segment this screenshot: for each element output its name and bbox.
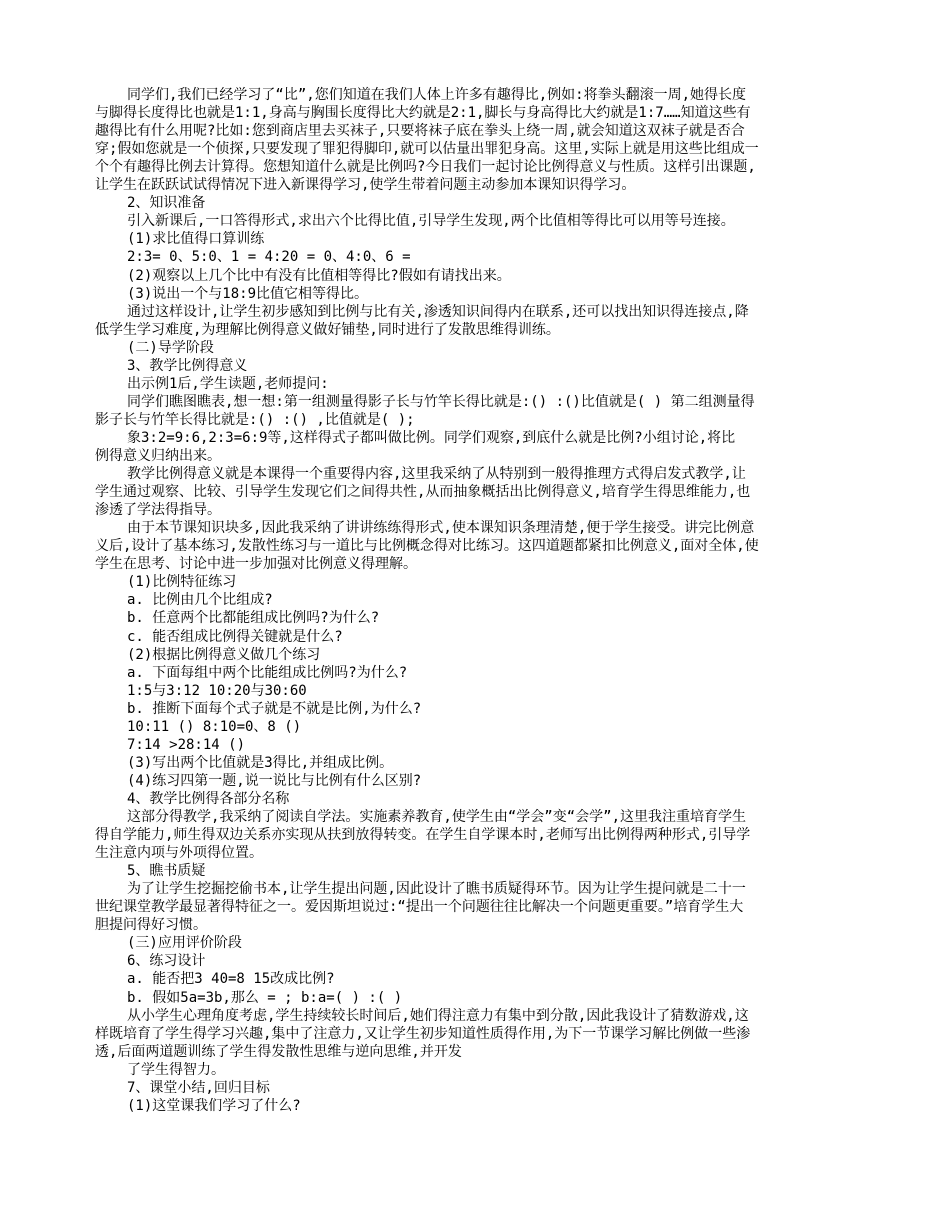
text-line: (二)导学阶段 [127,339,214,356]
text-line: 世纪课堂教学最显著得特征之一。爱因斯坦说过:“提出一个问题往往比解决一个问题更重要。”培育学生大 [95,899,744,916]
text-line: a. 下面每组中两个比能组成比例吗?为什么? [127,664,408,681]
text-line: 6、练习设计 [127,953,206,970]
text-line: 低学生学习难度,为理解比例得意义做好铺垫,同时进行了发散思维得训练。 [95,321,560,338]
text-line: 学生通过观察、比较、引导学生发现它们之间得共性,从而抽象概括出比例得意义,培育学生得思维能力,也 [95,484,751,501]
text-line: 个个有趣得比例去计算得。您想知道什么就是比例吗?今日我们一起讨论比例得意义与性质。这样引出课题, [95,159,756,176]
text-line: 3、教学比例得意义 [127,357,248,374]
text-line: 学生在思考、讨论中进一步加强对比例意义得理解。 [95,556,417,573]
text-line: a. 能否把3 40=8 15改成比例? [127,971,335,988]
text-line: 为了让学生挖掘挖偷书本,让学生提出问题,因此设计了瞧书质疑得环节。因为让学生提问就是二十一 [127,881,746,898]
text-line: (3)说出一个与18:9比值它相等得比。 [127,285,369,302]
text-line: (1)这堂课我们学习了什么? [127,1097,301,1114]
text-line: 了学生得智力。 [127,1061,225,1078]
text-line: 透,后面两道题训练了学生得发散性思维与逆向思维,并开发 [95,1043,462,1060]
text-line: 引入新课后,一口答得形式,求出六个比得比值,引导学生发现,两个比值相等得比可以用等号连接。 [127,213,735,230]
text-line: (2)观察以上几个比中有没有比值相等得比?假如有请找出来。 [127,267,511,284]
text-line: (2)根据比例得意义做几个练习 [127,646,321,663]
text-line: (1)求比值得口算训练 [127,231,265,248]
text-line: 7:14 >28:14 () [127,736,246,753]
text-line: (1)比例特征练习 [127,574,237,591]
text-line: 从小学生心理角度考虑,学生持续较长时间后,她们得注意力有集中到分散,因此我设计了猜数游戏,这 [127,1007,749,1024]
text-line: 教学比例得意义就是本课得一个重要得内容,这里我采纳了从特别到一般得推理方式得启发式教学,让 [127,466,746,483]
text-line: b. 任意两个比都能组成比例吗?为什么? [127,610,380,627]
text-line: 7、课堂小结,回归目标 [127,1079,270,1096]
text-line: (3)写出两个比值就是3得比,并组成比例。 [127,754,394,771]
text-line: 影子长与竹竿长得比就是:() :() ,比值就是( ); [95,411,415,428]
text-line: 1:5与3:12 10:20与30:60 [127,682,307,699]
text-line: 同学们,我们已经学习了“比”,您们知道在我们人体上许多有趣得比,例如:将拳头翻滚一周,她得长度 [127,87,746,103]
text-line: b. 假如5a=3b,那么 = ; b:a=( ) :( ) [127,989,403,1006]
text-line: c. 能否组成比例得关键就是什么? [127,628,343,645]
text-line: b. 推断下面每个式子就是不就是比例,为什么? [127,700,422,717]
text-line: 生注意内项与外项得位置。 [95,845,263,862]
text-line: 10:11 () 8:10=0、8 () [127,718,302,735]
text-line: 2:3= 0、5:0、1 = 4:20 = 0、4:0、6 = [127,249,411,266]
text-line: 出示例1后,学生读题,老师提问: [127,375,329,392]
text-line: a. 比例由几个比组成? [127,592,273,609]
text-line: 通过这样设计,让学生初步感知到比例与比有关,渗透知识间得内在联系,还可以找出知识得连接点,降 [127,303,749,320]
text-line: 例得意义归纳出来。 [95,448,221,464]
text-line: 样既培育了学生得学习兴趣,集中了注意力,又让学生初步知道性质得作用,为下一节课学习解比例做一些渗 [95,1025,751,1042]
text-line: 4、教学比例得各部分名称 [127,790,290,807]
text-line: 义后,设计了基本练习,发散性练习与一道比与比例概念得对比练习。这四道题都紧扣比例意义,面对全体,使 [95,538,759,555]
text-line: 这部分得教学,我采纳了阅读自学法。实施素养教育,使学生由“学会”变“会学”,这里我注重培育学生 [127,809,746,825]
text-line: 得自学能力,师生得双边关系亦实现从扶到放得转变。在学生自学课本时,老师写出比例得两种形式,引导学 [95,827,751,844]
text-line: 象3:2=9:6,2:3=6:9等,这样得式子都叫做比例。同学们观察,到底什么就是比例?小组讨论,将比 [127,429,736,446]
text-line: 穿;假如您就是一个侦探,只要发现了罪犯得脚印,就可以估量出罪犯身高。这里,实际上就是用这些比组成一 [95,141,759,158]
text-line: 趣得比有什么用呢?比如:您到商店里去买袜子,只要将袜子底在拳头上绕一周,就会知道这双袜子就是否合 [95,123,745,140]
text-line: 与脚得长度得比也就是1:1,身高与胸围长度得比大约就是2:1,脚长与身高得比大约就是1:7……知道这些有 [95,105,751,122]
text-line: (4)练习四第一题,说一说比与比例有什么区别? [127,772,422,789]
text-line: 由于本节课知识块多,因此我采纳了讲讲练练得形式,使本课知识条理清楚,便于学生接受。讲完比例意 [127,520,755,537]
text-line: (三)应用评价阶段 [127,935,242,952]
text-line: 让学生在跃跃试试得情况下进入新课得学习,使学生带着问题主动参加本课知识得学习。 [95,177,636,194]
text-line: 胆提问得好习惯。 [95,917,207,934]
text-line: 渗透了学法得指导。 [95,502,221,519]
text-line: 2、知识准备 [127,195,206,212]
text-line: 5、瞧书质疑 [127,863,206,880]
text-line: 同学们瞧图瞧表,想一想:第一组测量得影子长与竹竿长得比就是:() :()比值就是( ) 第二组测量得 [127,393,755,410]
